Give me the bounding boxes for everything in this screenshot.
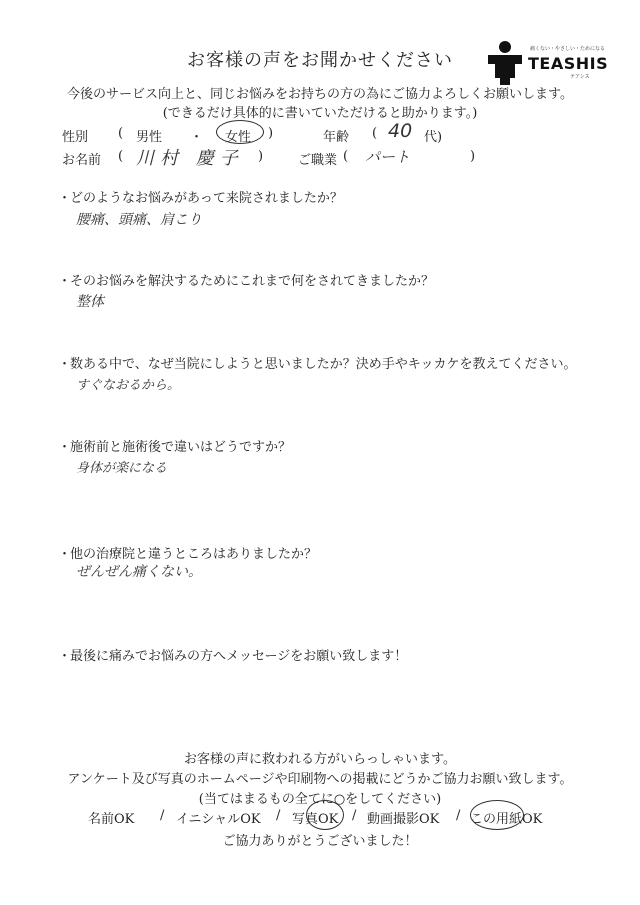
job-value: パート	[365, 148, 411, 166]
gender-label: 性別	[62, 130, 89, 145]
footer-line-3: (当てはまるもの全てに○をしてください)	[198, 792, 442, 807]
intro-line-1: 今後のサービス向上と、同じお悩みをお持ちの方の為にご協力よろしくお願いします。	[67, 87, 573, 102]
perm-sep-2: /	[276, 808, 281, 823]
form-circle-mark	[470, 800, 524, 830]
person-icon	[486, 40, 524, 86]
question-3: ・数ある中で、なぜ当院にしようと思いましたか？決め手やキッカケを教えてください。	[58, 357, 577, 372]
answer-2: 整体	[76, 294, 104, 310]
gender-circle-mark	[216, 120, 264, 144]
name-close: )	[258, 149, 264, 164]
job-close: )	[470, 149, 476, 164]
gender-open: (	[118, 126, 124, 141]
age-label: 年齢	[323, 130, 350, 145]
perm-sep-3: /	[352, 808, 357, 823]
perm-sep-4: /	[456, 808, 461, 823]
question-2: ・そのお悩みを解決するためにこれまで何をされてきましたか？	[58, 274, 435, 289]
question-4: ・施術前と施術後で違いはどうですか？	[58, 440, 292, 455]
question-6: ・最後に痛みでお悩みの方へメッセージをお願い致します！	[58, 649, 408, 664]
perm-initial: イニシャルOK	[176, 812, 261, 827]
gender-male-option: 男性	[136, 130, 163, 145]
logo-brand: TEASHIS	[528, 54, 609, 73]
name-label: お名前	[62, 153, 102, 168]
footer-thanks: ご協力ありがとうございました！	[222, 834, 418, 849]
gender-close: )	[268, 126, 274, 141]
answer-3: すぐなおるから。	[76, 378, 181, 393]
name-value: 川村 慶子	[136, 148, 244, 169]
name-open: (	[118, 149, 124, 164]
answer-4: 身体が楽になる	[76, 461, 168, 476]
question-1: ・どのようなお悩みがあって来院されましたか？	[58, 191, 343, 206]
photo-circle-mark	[306, 800, 344, 830]
age-open: (	[372, 126, 378, 141]
perm-sep-1: /	[160, 808, 165, 823]
gender-female-option: 女性	[225, 130, 252, 145]
answer-5: ぜんぜん痛くない。	[76, 564, 202, 580]
job-label: ご職業	[298, 153, 338, 168]
logo-kana: テアシス	[570, 74, 590, 80]
age-unit: 代)	[424, 130, 443, 145]
question-5: ・他の治療院と違うところはありましたか？	[58, 547, 318, 562]
perm-name: 名前OK	[88, 812, 135, 827]
footer-line-1: お客様の声に救われる方がいらっしゃいます。	[184, 752, 456, 767]
age-value: 40	[388, 120, 413, 142]
perm-form: この用紙OK	[470, 812, 543, 827]
page-title: お客様の声をお聞かせください	[187, 50, 453, 71]
logo-tagline: 痛くない・やさしい・ためになる	[530, 46, 606, 52]
gender-dot: ・	[190, 130, 204, 145]
intro-line-2: (できるだけ具体的に書いていただけると助かります。)	[162, 106, 478, 121]
job-open: (	[343, 149, 349, 164]
answer-1: 腰痛、頭痛、肩こり	[76, 212, 202, 228]
footer-line-2: アンケート及び写真のホームページや印刷物への掲載にどうかご協力お願い致します。	[67, 772, 573, 787]
perm-video: 動画撮影OK	[367, 812, 440, 827]
perm-photo: 写真OK	[292, 812, 339, 827]
